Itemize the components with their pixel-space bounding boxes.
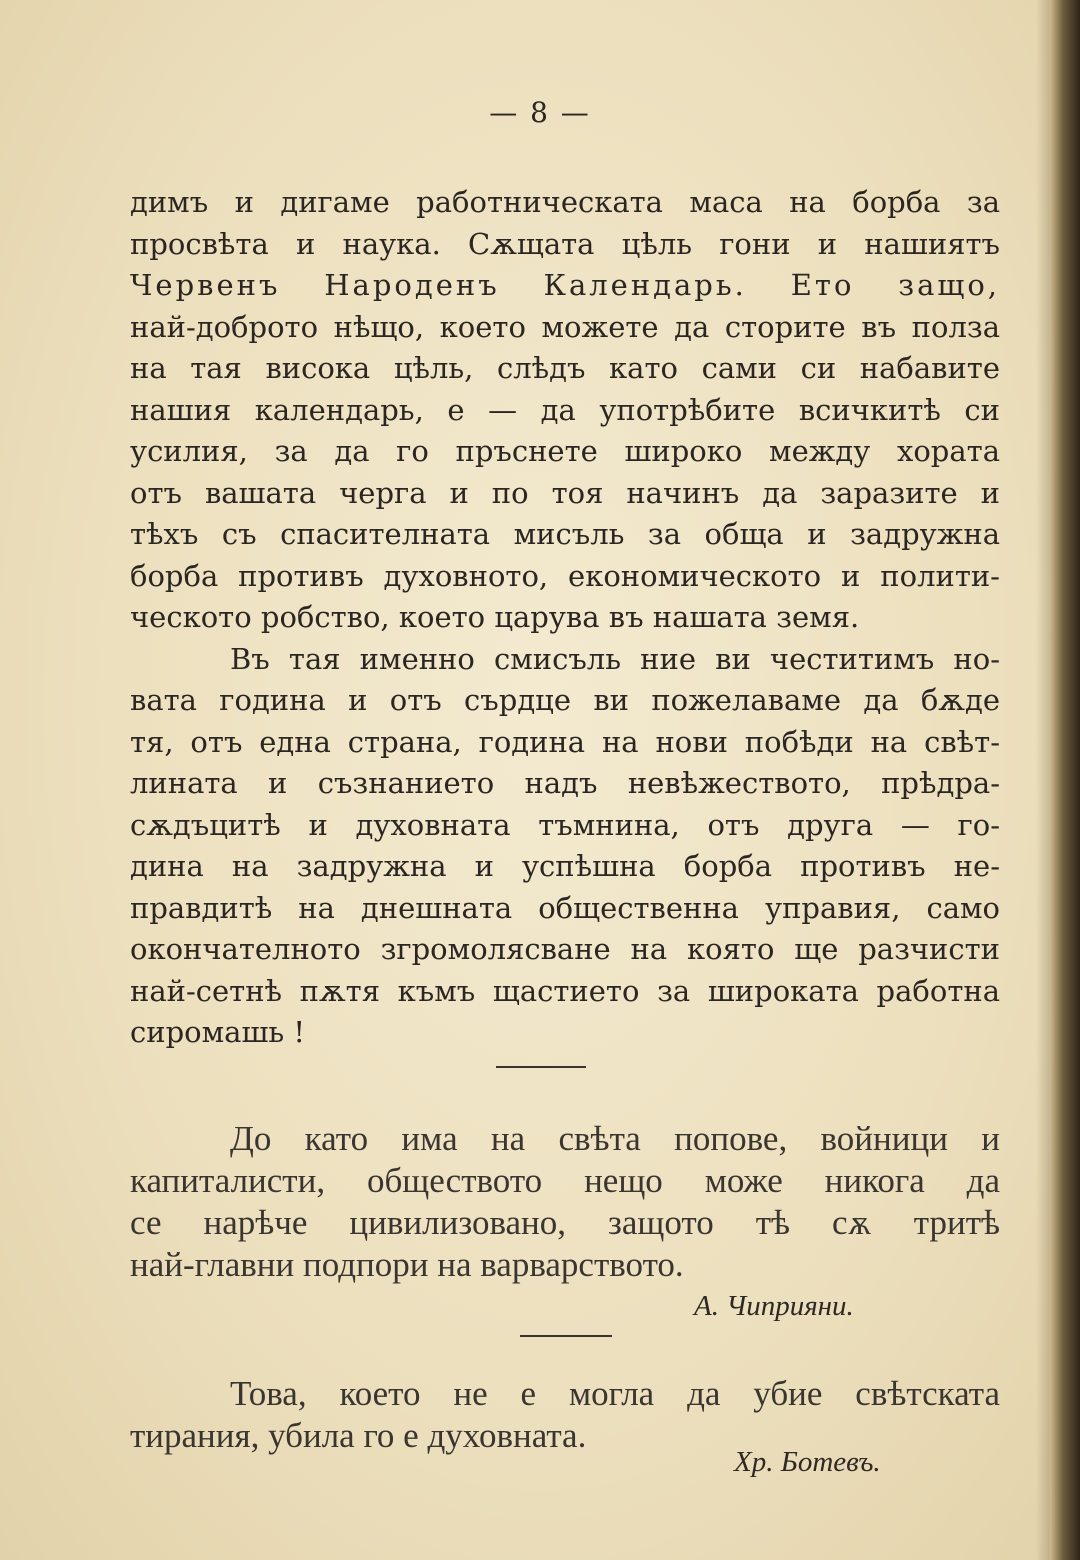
text-line: сиромашь ! [130,1015,306,1049]
quote-author: А. Чиприяни. [694,1290,854,1322]
quote-author: Хр. Ботевъ. [734,1446,881,1478]
text-line: нашия календарь, е — да употрѣбите всичкитѣ си [130,392,1000,427]
quote-line: тирания, убила го е духовната. [130,1416,587,1455]
text-line: димъ и дигаме работническата маса на борба за [130,185,1000,219]
quote-line: Това, което не е могла да убие свѣтската [230,1374,1000,1413]
text-line: дина на задружна и успѣшна борба противъ не- [130,849,1000,883]
text-line: вата година и отъ сърдце ви пожелаваме да бѫде [130,683,1000,717]
section-divider [520,1335,612,1337]
text-line: просвѣта и наука. Сѫщата цѣль гони и нашиятъ [130,226,1000,261]
text-line: окончателното згромолясване на която ще разчисти [130,932,1000,966]
quote-line: най-главни подпори на варварството. [130,1245,684,1284]
book-spine [1050,0,1080,1560]
text-line: сѫдъцитѣ и духовната тъмнина, отъ друга — го- [130,807,1000,842]
text-line: Червенъ Народенъ Календарь. Ето защо, [130,268,1000,302]
text-line: правдитѣ на днешната общественна управия, само [130,890,1000,925]
quote-botev [130,1373,1000,1457]
text-line: най-сетнѣ пѫтя къмъ щастието за широката работна [130,973,1000,1008]
text-line: тѣхъ съ спасителната мисъль за обща и задружна [130,517,1000,551]
page-shadow [1036,0,1050,1560]
quote-line: се нарѣче цивилизовано, защото тѣ сѫ тритѣ [130,1203,1000,1242]
text-line: Въ тая именно смисъль ние ви честитимъ но- [230,641,1000,676]
text-line: борба противъ духовното, економическото и полити- [130,558,1000,593]
text-line: най-доброто нѣщо, което можете да сторите въ полза [130,309,1000,344]
text-line: лината и съзнанието надъ невѣжеството, прѣдра- [130,766,1000,800]
quote-line: До като има на свѣта попове, войници и [230,1119,1000,1158]
quote-cipriani [130,1118,1000,1286]
page-number: — 8 — [489,96,591,129]
text-line: ческото робство, което царува въ нашата земя. [130,600,860,634]
text-line: отъ вашата черга и по тоя начинъ да заразите и [130,475,1000,510]
text-line: тя, отъ една страна, година на нови побѣди на свѣт- [130,724,1000,759]
text-line: усилия, за да го пръснете широко между хората [130,434,1000,468]
main-paragraphs [130,182,1000,1054]
quote-line: капиталисти, обществото нещо може никога да [130,1161,1000,1200]
text-line: на тая висока цѣль, слѣдъ като сами си набавите [130,351,1000,385]
section-divider [496,1066,586,1068]
